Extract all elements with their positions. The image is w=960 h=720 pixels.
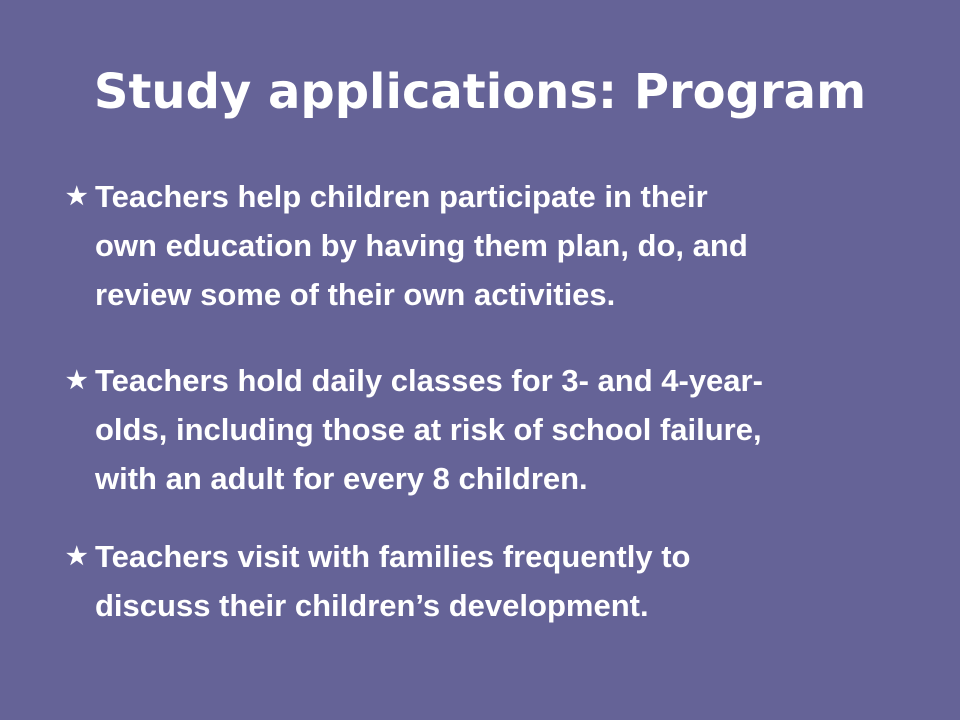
bullet-text-line: discuss their children’s development. bbox=[95, 588, 649, 623]
bullet-text-line: review some of their own activities. bbox=[95, 277, 616, 312]
bullet-text-line: Teachers help children participate in their bbox=[95, 179, 708, 214]
bullet-text-line: Teachers visit with families frequently to bbox=[95, 539, 691, 574]
star-bullet-icon: ★ bbox=[66, 367, 88, 394]
bullet-item bbox=[66, 532, 916, 630]
star-bullet-icon: ★ bbox=[66, 543, 88, 570]
bullet-item bbox=[66, 356, 916, 503]
bullet-item bbox=[66, 172, 916, 319]
star-bullet-icon: ★ bbox=[66, 183, 88, 210]
bullet-text-line: Teachers hold daily classes for 3- and 4-year- bbox=[95, 363, 763, 398]
bullet-text-line: with an adult for every 8 children. bbox=[95, 461, 588, 496]
bullet-text-line: olds, including those at risk of school failure, bbox=[95, 412, 762, 447]
bullet-text-line: own education by having them plan, do, and bbox=[95, 228, 748, 263]
slide-title: Study applications: Program bbox=[93, 64, 867, 120]
